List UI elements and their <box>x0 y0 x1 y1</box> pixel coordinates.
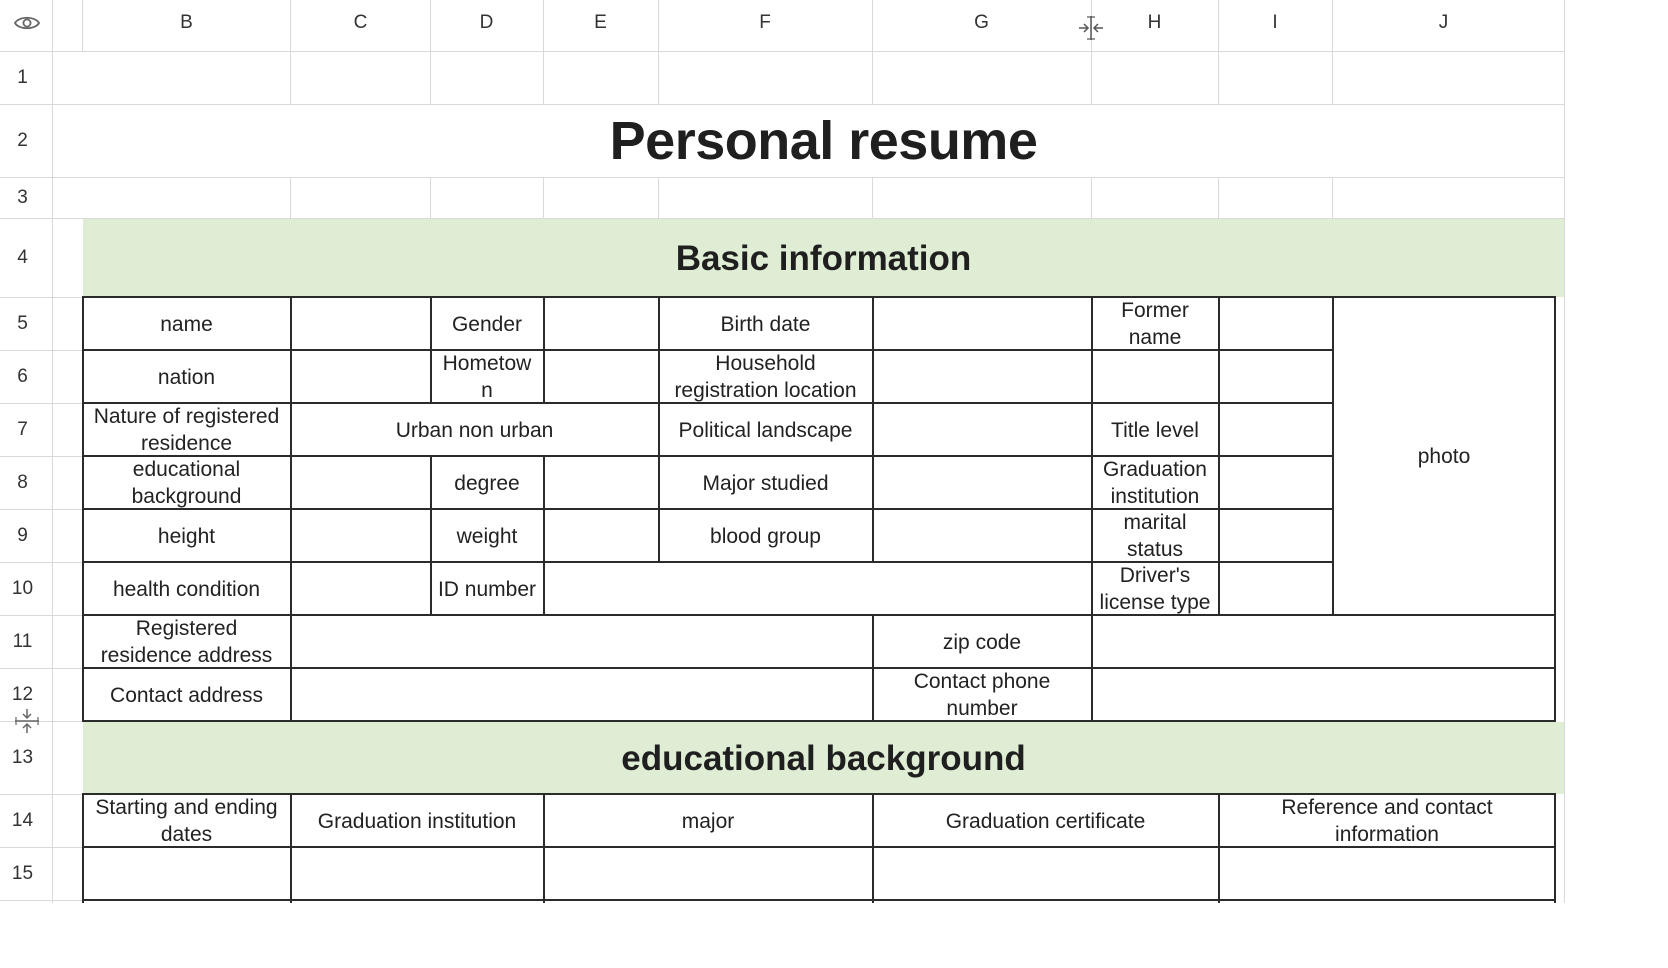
grid-row-line-7 <box>0 456 83 457</box>
header-reference-line1: Reference and contact <box>1281 796 1493 819</box>
value-marital-status[interactable] <box>1219 510 1332 562</box>
label-grad-inst-line2: institution <box>1110 485 1200 508</box>
header-dates-line2: dates <box>160 823 213 846</box>
label-degree[interactable]: degree <box>454 471 520 495</box>
column-header-i[interactable]: I <box>1218 0 1332 46</box>
label-birth-date[interactable]: Birth date <box>720 312 811 336</box>
grid-r1-f <box>658 52 659 104</box>
label-hometown-line2: n <box>481 379 493 402</box>
row-header-10[interactable]: 10 <box>0 562 45 615</box>
value-birth-date[interactable] <box>873 298 1091 350</box>
border-h-456 <box>82 455 1333 457</box>
label-registered-residence-address[interactable] <box>83 616 290 668</box>
label-gender[interactable]: Gender <box>451 312 523 336</box>
label-nature-line1: Nature of registered <box>93 405 280 428</box>
label-license-line1: Driver's <box>1119 564 1191 587</box>
border-v-d-5-6 <box>430 296 432 404</box>
border-v-right-edu <box>1554 793 1556 903</box>
grid-row-line-2 <box>0 177 1565 178</box>
grid-row-line-5 <box>0 350 83 351</box>
label-title-level[interactable]: Title level <box>1111 418 1199 442</box>
section-educational-background[interactable]: educational background <box>83 722 1564 794</box>
label-edu-line1: educational <box>132 458 241 481</box>
header-starting-ending-dates[interactable] <box>83 795 290 847</box>
value-drivers-license-type[interactable] <box>1219 563 1332 615</box>
value-major-studied[interactable] <box>873 457 1091 509</box>
column-header-f[interactable]: F <box>658 0 872 46</box>
label-phone-line2: number <box>946 697 1018 720</box>
grid-col-d <box>430 0 431 52</box>
grid-r1-j <box>1332 52 1333 104</box>
border-v-c-5-12 <box>290 296 292 722</box>
label-household-line1: Household <box>715 352 816 375</box>
value-zip-code[interactable] <box>1092 616 1555 668</box>
label-household-line2: registration location <box>674 379 857 402</box>
grid-row-line-8 <box>0 509 83 510</box>
border-v-g-11-12 <box>872 614 874 722</box>
grid-row-line-14 <box>0 847 83 848</box>
cell-h6[interactable] <box>1092 351 1218 403</box>
border-h-721 <box>82 720 1556 722</box>
column-header-d[interactable]: D <box>430 0 543 46</box>
border-v-i-edu <box>1218 793 1220 903</box>
grid-r3-j <box>1332 177 1333 218</box>
column-header-h[interactable]: H <box>1091 0 1218 46</box>
value-hometown[interactable] <box>544 351 658 403</box>
label-height[interactable]: height <box>157 524 216 548</box>
border-h-900 <box>82 899 1556 901</box>
value-gender[interactable] <box>544 298 658 350</box>
gutter-line <box>82 0 83 52</box>
value-weight[interactable] <box>544 510 658 562</box>
column-header-j[interactable]: J <box>1332 0 1555 46</box>
label-blood-group[interactable]: blood group <box>710 524 821 548</box>
border-h-403 <box>82 402 1333 404</box>
value-id-number[interactable] <box>544 563 1091 615</box>
header-bottom-line <box>0 51 1565 52</box>
value-educational-background[interactable] <box>291 457 430 509</box>
row-header-2[interactable]: 2 <box>0 104 45 177</box>
value-contact-phone-number[interactable] <box>1092 669 1555 721</box>
grid-col-end <box>1564 0 1565 903</box>
grid-r1-e <box>543 52 544 104</box>
value-degree[interactable] <box>544 457 658 509</box>
label-reg-address-line2: residence address <box>100 644 273 667</box>
label-former-name-line1: Former <box>1121 299 1189 322</box>
border-h-509 <box>82 508 1333 510</box>
border-v-g-edu <box>872 793 874 903</box>
grid-col-j <box>1332 0 1333 52</box>
row-header-5[interactable]: 5 <box>0 297 45 350</box>
border-v-f-5-9 <box>658 296 660 563</box>
label-former-name[interactable] <box>1092 298 1218 350</box>
border-h-794 <box>82 793 1556 795</box>
row-header-13[interactable]: 13 <box>0 721 45 794</box>
header-reference-line2: information <box>1335 823 1439 846</box>
cell-i6[interactable] <box>1219 351 1332 403</box>
row-header-4[interactable]: 4 <box>0 218 45 297</box>
border-v-left <box>82 296 84 722</box>
select-all-corner[interactable] <box>0 0 53 46</box>
grid-row-line-6 <box>0 403 83 404</box>
label-political-landscape[interactable]: Political landscape <box>678 418 853 442</box>
border-v-left-edu <box>82 793 84 903</box>
grid-row-line-13 <box>0 794 83 795</box>
label-former-name-line2: name <box>1128 326 1182 349</box>
value-height[interactable] <box>291 510 430 562</box>
border-v-j-5-10 <box>1332 296 1334 616</box>
label-name[interactable]: name <box>160 312 213 336</box>
label-drivers-license-type[interactable] <box>1092 563 1218 615</box>
label-hometown-line1: Hometow <box>442 352 532 375</box>
section-basic-information[interactable]: Basic information <box>83 219 1564 297</box>
value-former-name[interactable] <box>1219 298 1332 350</box>
grid-r3-d <box>430 177 431 218</box>
label-nature-of-residence[interactable] <box>83 404 290 456</box>
row-header-8[interactable]: 8 <box>0 456 45 509</box>
label-weight[interactable]: weight <box>456 524 518 548</box>
label-edu-line2: background <box>131 485 242 508</box>
grid-r3-g <box>872 177 873 218</box>
grid-r3-i <box>1218 177 1219 218</box>
column-header-e[interactable]: E <box>543 0 658 46</box>
label-grad-inst-line1: Graduation <box>1103 458 1207 481</box>
value-urban-non-urban[interactable]: Urban non urban <box>395 418 554 442</box>
grid-row-line-9 <box>0 562 83 563</box>
value-nation[interactable] <box>291 351 430 403</box>
label-contact-phone-number[interactable] <box>873 669 1091 721</box>
label-nation[interactable]: nation <box>157 365 216 389</box>
grid-r3-e <box>543 177 544 218</box>
grid-r1-g <box>872 52 873 104</box>
row-header-14[interactable]: 14 <box>0 794 45 847</box>
page-title[interactable]: Personal resume <box>609 110 1038 171</box>
row-resize-icon[interactable] <box>13 707 41 735</box>
edu-row-certificate[interactable] <box>873 848 1218 900</box>
label-hometown[interactable] <box>431 351 543 403</box>
label-phone-line1: Contact phone <box>913 670 1051 693</box>
value-health-condition[interactable] <box>291 563 430 615</box>
label-educational-background[interactable] <box>83 457 290 509</box>
edu-row-major[interactable] <box>544 848 872 900</box>
row-header-divider <box>52 0 53 903</box>
border-v-e-5-6 <box>543 296 545 404</box>
border-v-e-8-10 <box>543 455 545 616</box>
column-header-gutter <box>53 0 82 46</box>
header-graduation-certificate[interactable]: Graduation certificate <box>945 809 1146 833</box>
label-marital-line1: marital <box>1123 511 1187 534</box>
eye-icon[interactable] <box>14 14 40 32</box>
row-header-1[interactable]: 1 <box>0 52 45 104</box>
row-header-15[interactable]: 15 <box>0 847 45 900</box>
border-h-562 <box>82 561 1333 563</box>
header-graduation-institution[interactable]: Graduation institution <box>317 809 517 833</box>
header-dates-line1: Starting and ending <box>95 796 278 819</box>
grid-col-g <box>872 0 873 52</box>
row-header-11[interactable]: 11 <box>0 615 45 668</box>
grid-r3-f <box>658 177 659 218</box>
border-v-d-8-10 <box>430 455 432 616</box>
grid-r1-d <box>430 52 431 104</box>
label-nature-line2: residence <box>140 432 233 455</box>
header-reference-contact[interactable] <box>1219 795 1555 847</box>
border-h-297 <box>82 296 1556 298</box>
label-graduation-institution[interactable] <box>1092 457 1218 509</box>
column-header-c[interactable]: C <box>291 0 430 46</box>
border-h-350 <box>82 349 1333 351</box>
border-v-e-edu <box>543 793 545 903</box>
grid-row-line-11 <box>0 668 83 669</box>
row-header-3[interactable]: 3 <box>0 177 45 218</box>
label-household-registration[interactable] <box>659 351 872 403</box>
grid-row-line-4 <box>0 297 83 298</box>
grid-r1-h <box>1091 52 1092 104</box>
value-graduation-institution[interactable] <box>1219 457 1332 509</box>
grid-col-c <box>290 0 291 52</box>
label-contact-address[interactable]: Contact address <box>110 683 263 707</box>
value-blood-group[interactable] <box>873 510 1091 562</box>
grid-col-i <box>1218 0 1219 52</box>
value-household-registration[interactable] <box>873 351 1091 403</box>
header-major[interactable]: major <box>681 809 735 833</box>
value-name[interactable] <box>291 298 430 350</box>
label-major-studied[interactable]: Major studied <box>702 471 829 495</box>
grid-row-line-15 <box>0 900 83 901</box>
column-header-b[interactable]: B <box>82 0 291 46</box>
label-zip-code[interactable]: zip code <box>942 630 1022 654</box>
border-h-847 <box>82 846 1556 848</box>
border-v-c-edu <box>290 793 292 903</box>
label-marital-status[interactable] <box>1092 510 1218 562</box>
border-v-g-5-9 <box>872 296 874 563</box>
border-h-615 <box>82 614 1556 616</box>
label-license-line2: license type <box>1099 591 1211 614</box>
value-contact-address[interactable] <box>291 669 872 721</box>
edu-row-dates[interactable] <box>83 848 290 900</box>
column-resize-icon[interactable] <box>1077 14 1105 42</box>
grid-r1-i <box>1218 52 1219 104</box>
edu-row-institution[interactable] <box>291 848 543 900</box>
grid-row-line-10 <box>0 615 83 616</box>
value-political-landscape[interactable] <box>873 404 1091 456</box>
label-health-condition[interactable]: health condition <box>112 577 261 601</box>
border-v-right <box>1554 296 1556 722</box>
value-registered-residence-address[interactable] <box>291 616 872 668</box>
label-marital-line2: status <box>1126 538 1184 561</box>
grid-r3-c <box>290 177 291 218</box>
border-v-h-5-12 <box>1091 296 1093 722</box>
sheet-bottom-area <box>0 903 1668 968</box>
label-reg-address-line1: Registered <box>135 617 238 640</box>
grid-r3-h <box>1091 177 1092 218</box>
grid-col-e <box>543 0 544 52</box>
row-header-9[interactable]: 9 <box>0 509 45 562</box>
label-id-number[interactable]: ID number <box>437 577 537 601</box>
edu-row-reference[interactable] <box>1219 848 1555 900</box>
value-title-level[interactable] <box>1219 404 1332 456</box>
grid-r1-c <box>290 52 291 104</box>
row-header-12[interactable]: 12 <box>0 668 45 721</box>
border-h-668 <box>82 667 1556 669</box>
grid-col-f <box>658 0 659 52</box>
photo-cell[interactable]: photo <box>1417 445 1471 468</box>
row-header-7[interactable]: 7 <box>0 403 45 456</box>
column-header-g[interactable]: G <box>872 0 1091 46</box>
border-v-i-5-10 <box>1218 296 1220 616</box>
row-header-6[interactable]: 6 <box>0 350 45 403</box>
